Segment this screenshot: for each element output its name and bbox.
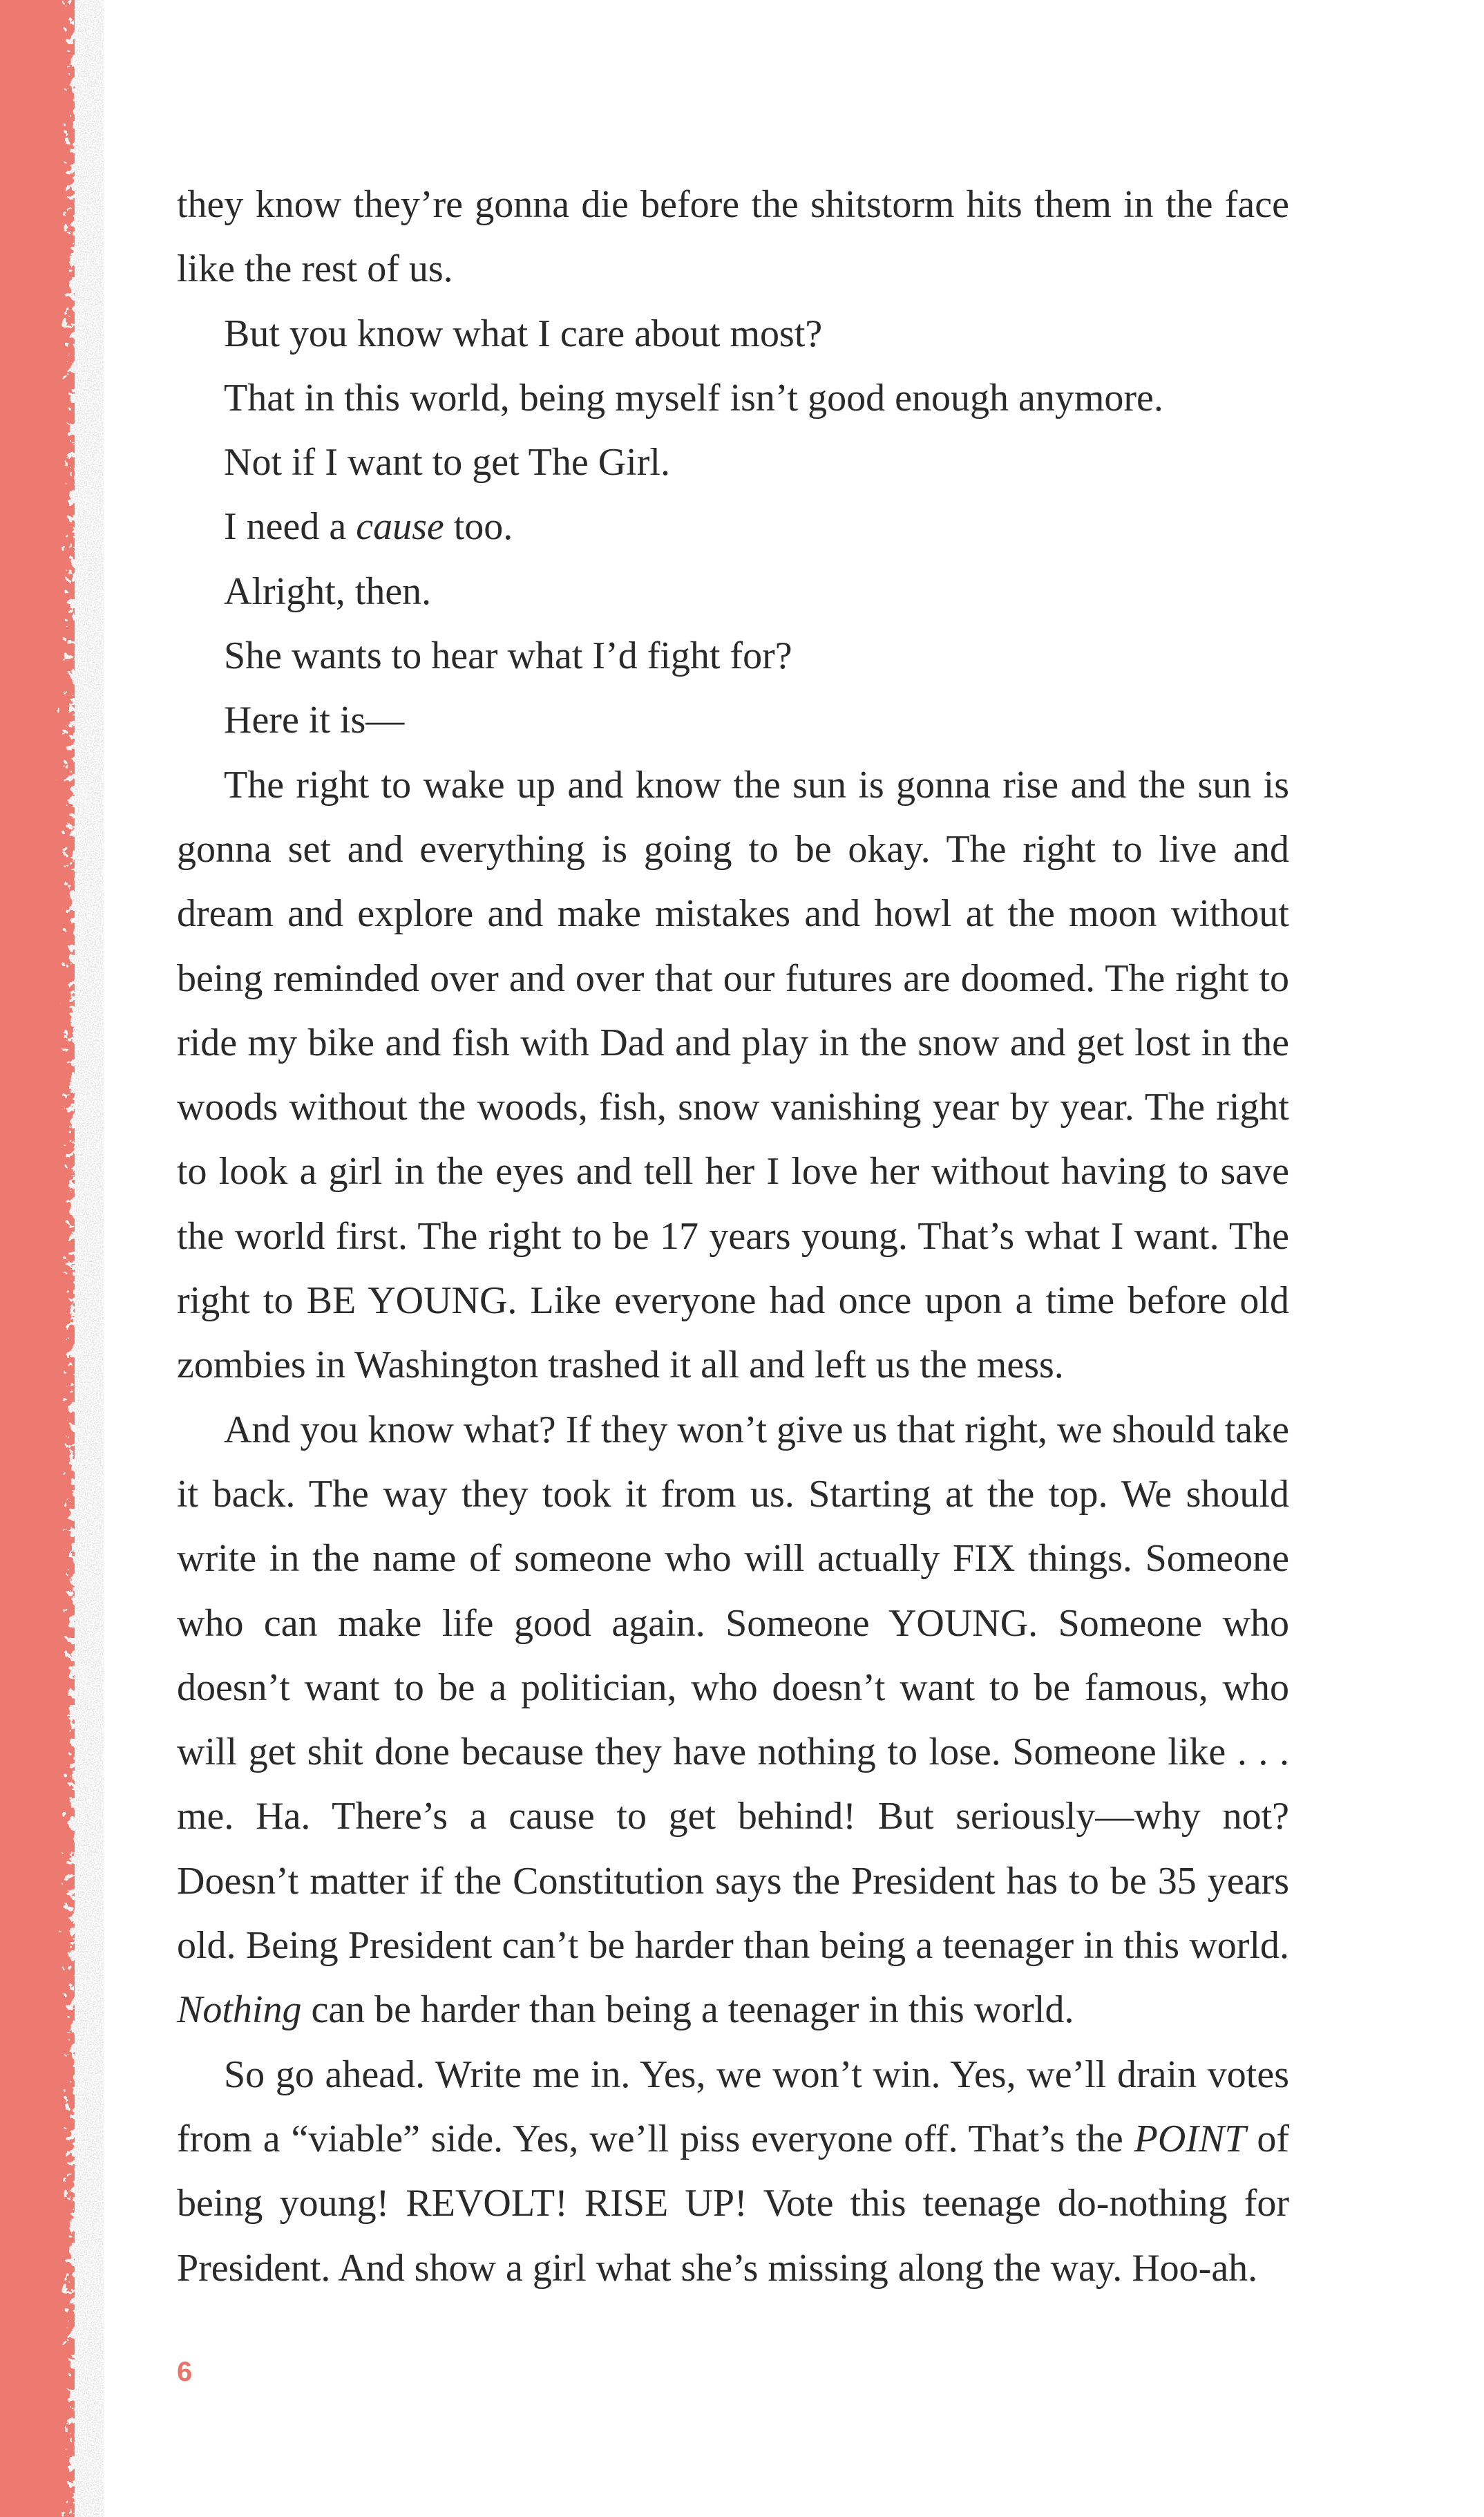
paragraph — [177, 431, 1289, 495]
paragraph — [177, 366, 1289, 431]
text-run: That in this world, being myself isn’t good enough anymore. — [224, 376, 1163, 419]
paragraph — [177, 624, 1289, 688]
paragraph — [177, 495, 1289, 559]
paragraph — [177, 560, 1289, 624]
body-text — [177, 173, 1289, 2301]
text-run: I need a — [224, 505, 356, 549]
text-run: too. — [444, 505, 513, 549]
page-number: 6 — [177, 2357, 193, 2387]
text-run: they know they’re gonna die before the shitstorm hits them in the face like the rest of us. — [177, 183, 1289, 291]
emphasis-text: Nothing — [177, 1988, 302, 2032]
emphasis-text: cause — [356, 505, 444, 549]
text-run: And you know what? If they won’t give us that right, we should take it back. The way they took it from us. Starting at the top. We should write in the name of someone who will actually FIX things. Someone who can make life good again. Someone YOUNG. Someone who doesn’t want to be a politician, who doesn’t want to be famous, who will get shit done because they have nothing to lose. Someone like . . . me. Ha. There’s a cause to get behind! But seriously—why not? Doesn’t matter if the Constitution says the President has to be 35 years old. Being President can’t be harder than being a teenager in this world. — [177, 1408, 1289, 1968]
decorative-edge-stripe — [0, 0, 159, 2517]
paragraph — [177, 688, 1289, 753]
text-run: So go ahead. Write me in. Yes, we won’t win. Yes, we’ll drain votes from a “viable” side. Yes, we’ll piss everyone off. That’s the — [177, 2053, 1289, 2160]
text-run: can be harder than being a teenager in this world. — [301, 1988, 1074, 2032]
emphasis-text: POINT — [1134, 2117, 1246, 2160]
text-run: The right to wake up and know the sun is gonna rise and the sun is gonna set and everything is going to be okay. The right to live and dream and explore and make mistakes and howl at the moon without being reminded over and over that our futures are doomed. The right to ride my bike and fish with Dad and play in the snow and get lost in the woods without the woods, fish, snow vanishing year by year. The right to look a girl in the eyes and tell her I love her without having to save the world first. The right to be 17 years young. That’s what I want. The right to BE YOUNG. Like everyone had once upon a time before old zombies in Washington trashed it all and left us the mess. — [177, 763, 1289, 1387]
text-run: Alright, then. — [224, 569, 432, 613]
paragraph — [177, 2043, 1289, 2301]
paragraph — [177, 753, 1289, 1398]
text-run: She wants to hear what I’d fight for? — [224, 634, 792, 678]
text-run: of being young! REVOLT! RISE UP! Vote this teenage do-nothing for President. And show a girl what she’s missing along the way. Hoo-ah. — [177, 2117, 1289, 2290]
text-run: Not if I want to get The Girl. — [224, 441, 670, 484]
paragraph — [177, 302, 1289, 366]
paragraph — [177, 1398, 1289, 2043]
text-run: Here it is— — [224, 699, 405, 742]
text-run: But you know what I care about most? — [224, 312, 823, 355]
paragraph — [177, 173, 1289, 302]
